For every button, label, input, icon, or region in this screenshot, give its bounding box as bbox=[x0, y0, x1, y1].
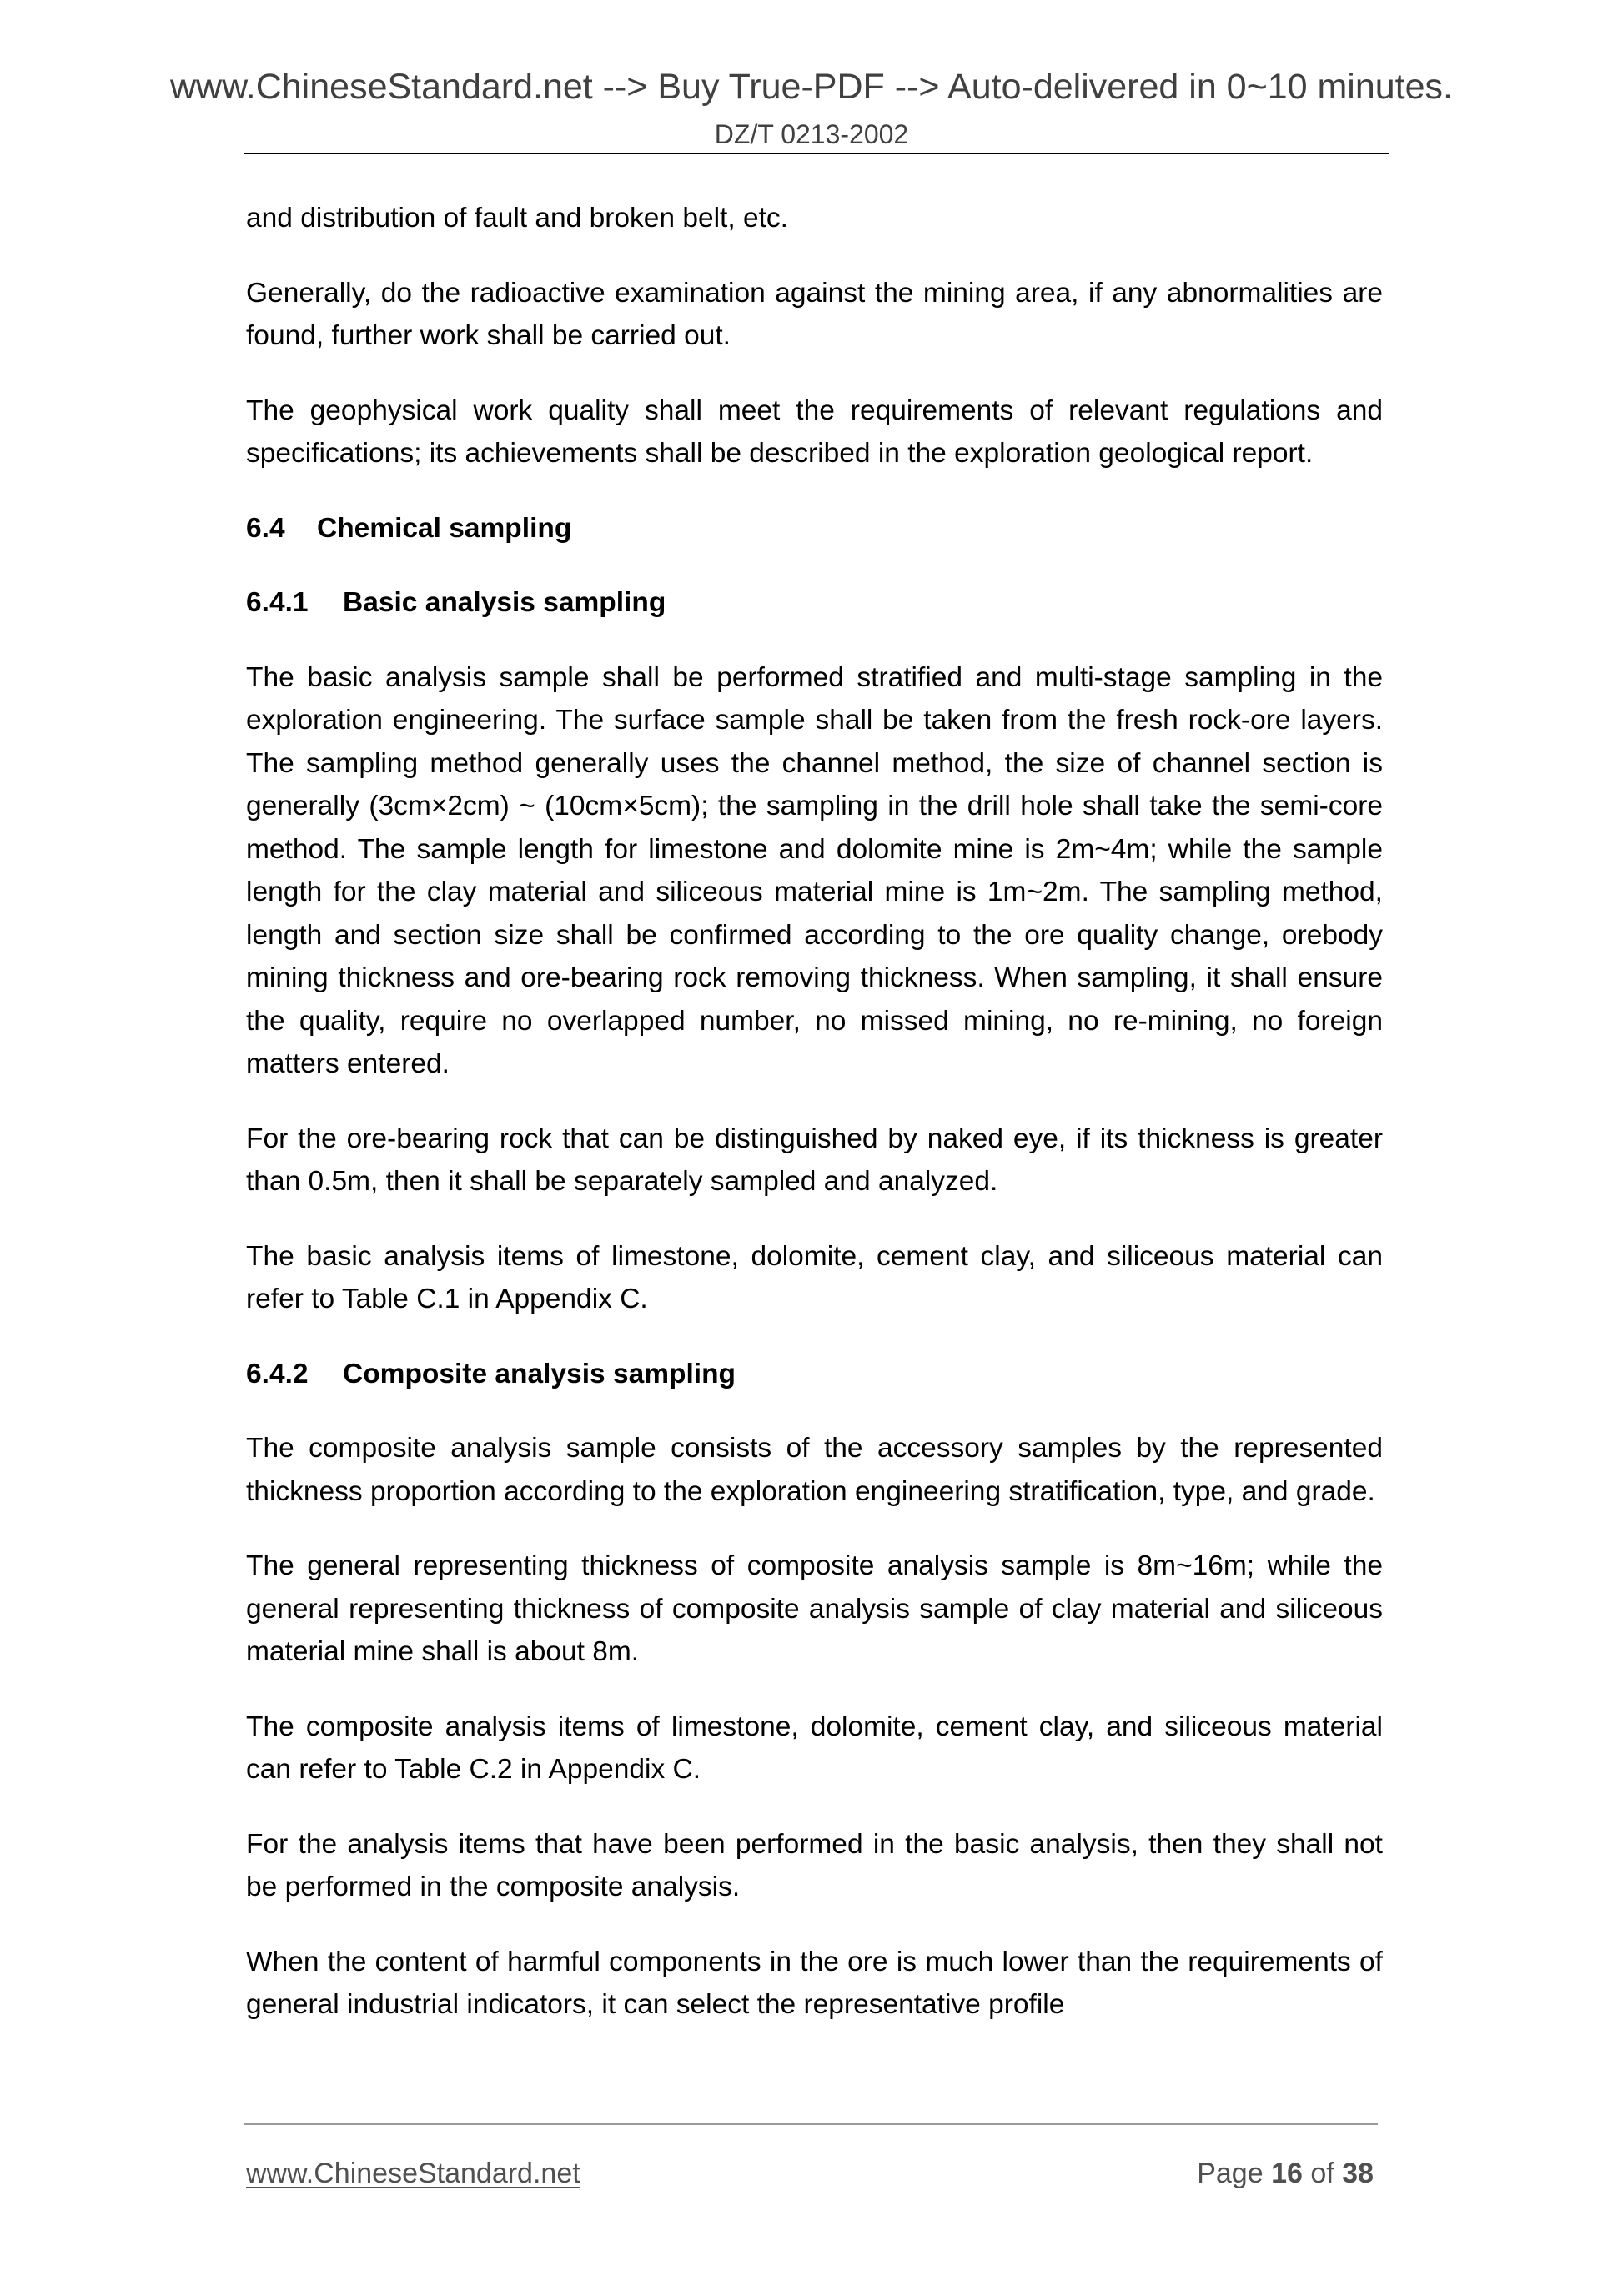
section-title: Composite analysis sampling bbox=[343, 1358, 736, 1389]
paragraph: The composite analysis sample consists of the accessory samples by the represented thickness proportion according to the exploration engineering stratification, type, and grade. bbox=[246, 1433, 1383, 1507]
header-divider bbox=[244, 153, 1389, 154]
section-number: 6.4.1 bbox=[246, 587, 309, 618]
top-banner: www.ChineseStandard.net --> Buy True-PDF --> Auto-delivered in 0~10 minutes. bbox=[169, 67, 1453, 107]
paragraph: When the content of harmful components in the ore is much lower than the requirements of general industrial indicators, it can select the representative profile bbox=[246, 1946, 1383, 2020]
paragraph: The composite analysis items of limestone, dolomite, cement clay, and siliceous material can refer to Table C.2 in Appendix C. bbox=[246, 1711, 1383, 1785]
page-content bbox=[246, 197, 1383, 2058]
section-number: 6.4 bbox=[246, 512, 285, 544]
section-heading-6-4-1 bbox=[246, 581, 1383, 625]
page-prefix: Page bbox=[1197, 2158, 1264, 2189]
section-heading-6-4 bbox=[246, 507, 1383, 550]
paragraph: Generally, do the radioactive examination against the mining area, if any abnormalities are found, further work shall be carried out. bbox=[246, 277, 1383, 351]
paragraph: The basic analysis sample shall be performed stratified and multi-stage sampling in the exploration engineering. The surface sample shall be taken from the fresh rock-ore layers. The sampling method generally uses the channel method, the size of channel section is generally (3cm×2cm) ~ (10cm×5cm); the sampling in the drill hole shall take the semi-core method. The sample length for limestone and dolomite mine is 2m~4m; while the sample length for the clay material and siliceous material mine is 1m~2m. The sampling method, length and section size shall be confirmed according to the ore quality change, orebody mining thickness and ore-bearing rock removing thickness. When sampling, it shall ensure the quality, require no overlapped number, no missed mining, no re-mining, no foreign matters entered. bbox=[246, 661, 1383, 1079]
paragraph: The geophysical work quality shall meet the requirements of relevant regulations and specifications; its achievements shall be described in the exploration geological report. bbox=[246, 394, 1383, 469]
paragraph: For the analysis items that have been performed in the basic analysis, then they shall not be performed in the composite analysis. bbox=[246, 1828, 1383, 1902]
section-title: Basic analysis sampling bbox=[343, 587, 666, 618]
document-code: DZ/T 0213-2002 bbox=[714, 119, 909, 149]
page-indicator bbox=[1197, 2155, 1374, 2192]
section-heading-6-4-2 bbox=[246, 1353, 1383, 1396]
page-total: 38 bbox=[1342, 2158, 1374, 2189]
page-current: 16 bbox=[1271, 2158, 1303, 2189]
paragraph: The general representing thickness of composite analysis sample is 8m~16m; while the general representing thickness of composite analysis sample of clay material and siliceous material mine shall is about 8m. bbox=[246, 1550, 1383, 1667]
paragraph: and distribution of fault and broken belt, etc. bbox=[246, 203, 788, 234]
page-of: of bbox=[1310, 2158, 1334, 2189]
section-number: 6.4.2 bbox=[246, 1358, 309, 1389]
paragraph: For the ore-bearing rock that can be distinguished by naked eye, if its thickness is greater than 0.5m, then it shall be separately sampled and analyzed. bbox=[246, 1123, 1383, 1197]
footer-website-link[interactable]: www.ChineseStandard.net bbox=[246, 2158, 580, 2189]
paragraph: The basic analysis items of limestone, dolomite, cement clay, and siliceous material can refer to Table C.1 in Appendix C. bbox=[246, 1240, 1383, 1314]
section-title: Chemical sampling bbox=[317, 512, 572, 544]
footer-divider bbox=[244, 2123, 1378, 2125]
